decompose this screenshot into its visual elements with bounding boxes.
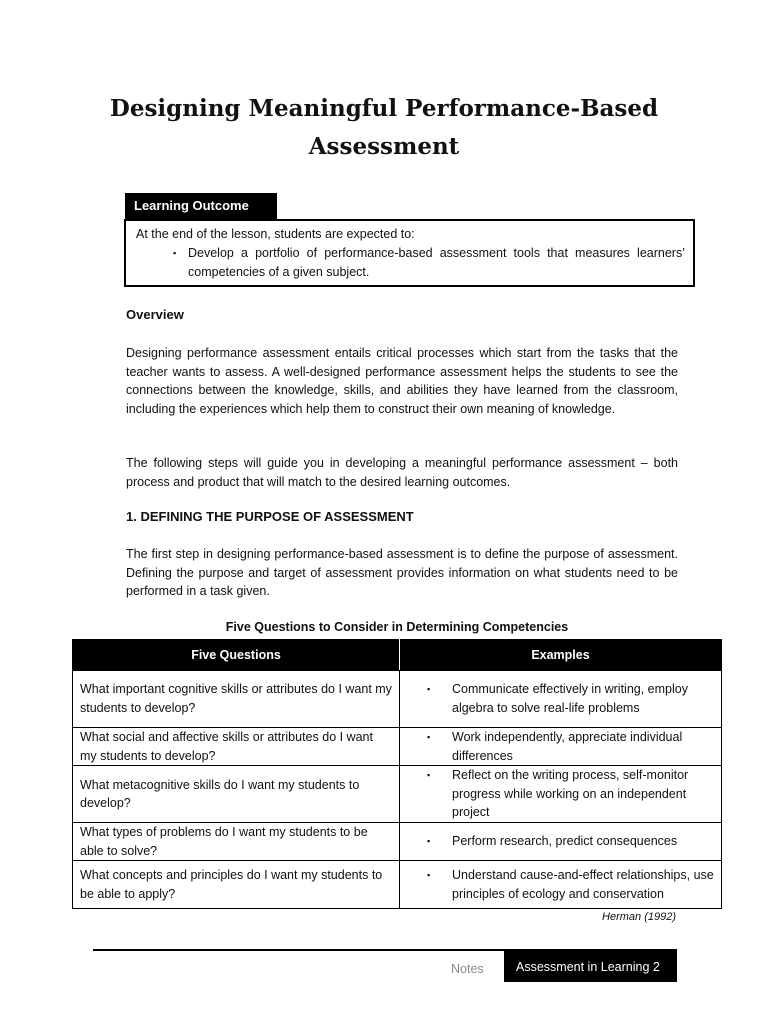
table-row — [73, 728, 722, 766]
question-cell: What social and affective skills or attributes do I want my students to develop? — [73, 728, 400, 766]
question-cell: What types of problems do I want my students to be able to solve? — [73, 823, 400, 861]
bullet-icon: ▪ — [427, 836, 431, 847]
bullet-icon: ▪ — [427, 870, 431, 881]
learning-outcome-bullet — [136, 244, 685, 282]
learning-outcome-label: Learning Outcome — [125, 193, 277, 219]
table-header-questions: Five Questions — [73, 640, 400, 671]
question-cell: What concepts and principles do I want my students to be able to apply? — [73, 861, 400, 909]
example-text: Communicate effectively in writing, employ algebra to solve real-life problems — [452, 682, 688, 715]
example-cell — [400, 861, 722, 909]
bullet-icon: ▪ — [427, 684, 431, 695]
bullet-icon: ▪ — [427, 770, 431, 781]
table-caption: Five Questions to Consider in Determining Competencies — [225, 620, 569, 634]
bullet-icon: ▪ — [173, 248, 177, 258]
overview-paragraph-2: The following steps will guide you in developing a meaningful performance assessment – both process and product that will match to the desired learning outcomes. — [126, 456, 678, 489]
learning-outcome-text: Develop a portfolio of performance-based assessment tools that measures learners’ competencies of a given subject. — [188, 246, 685, 279]
example-cell — [400, 823, 722, 861]
question-cell: What important cognitive skills or attributes do I want my students to develop? — [73, 671, 400, 728]
page-title — [90, 90, 678, 166]
example-cell — [400, 728, 722, 766]
bullet-icon: ▪ — [427, 732, 431, 742]
table-header-row — [73, 640, 722, 671]
page-title-line-1: Designing Meaningful Performance-Based — [109, 95, 659, 122]
learning-outcome-box — [124, 219, 695, 287]
competencies-table — [72, 639, 722, 909]
page-title-line-2: Assessment — [308, 133, 460, 160]
overview-heading: Overview — [126, 307, 184, 322]
section-heading: 1. DEFINING THE PURPOSE OF ASSESSMENT — [126, 509, 414, 524]
example-text: Work independently, appreciate individual differences — [452, 730, 683, 763]
table-header-examples: Examples — [400, 640, 722, 671]
example-text: Understand cause-and-effect relationships, use principles of ecology and conservation — [452, 868, 714, 901]
overview-paragraph-1: Designing performance assessment entails critical processes which start from the tasks that the teacher wants to assess. A well-designed performance assessment helps the students to see the connections between the knowledge, skills, and abilities they have learned from the classroom, including the experiences which help them to construct their own meaning of knowledge. — [126, 346, 678, 416]
table-row — [73, 671, 722, 728]
question-cell: What metacognitive skills do I want my students to develop? — [73, 766, 400, 823]
table-citation: Herman (1992) — [602, 911, 676, 923]
section-paragraph: The first step in designing performance-based assessment is to define the purpose of assessment. Defining the purpose and target of assessment provides information on what students need to be performed in a task given. — [126, 547, 678, 599]
example-text: Reflect on the writing process, self-monitor progress while working on an independent project — [452, 768, 689, 820]
footer-course-label: Assessment in Learning 2 — [504, 951, 677, 982]
table-row — [73, 823, 722, 861]
example-cell — [400, 766, 722, 823]
footer-notes-label: Notes — [451, 962, 484, 976]
example-text: Perform research, predict consequences — [452, 834, 678, 849]
table-row — [73, 861, 722, 909]
learning-outcome-intro: At the end of the lesson, students are expected to: — [136, 227, 415, 241]
table-row — [73, 766, 722, 823]
example-cell — [400, 671, 722, 728]
